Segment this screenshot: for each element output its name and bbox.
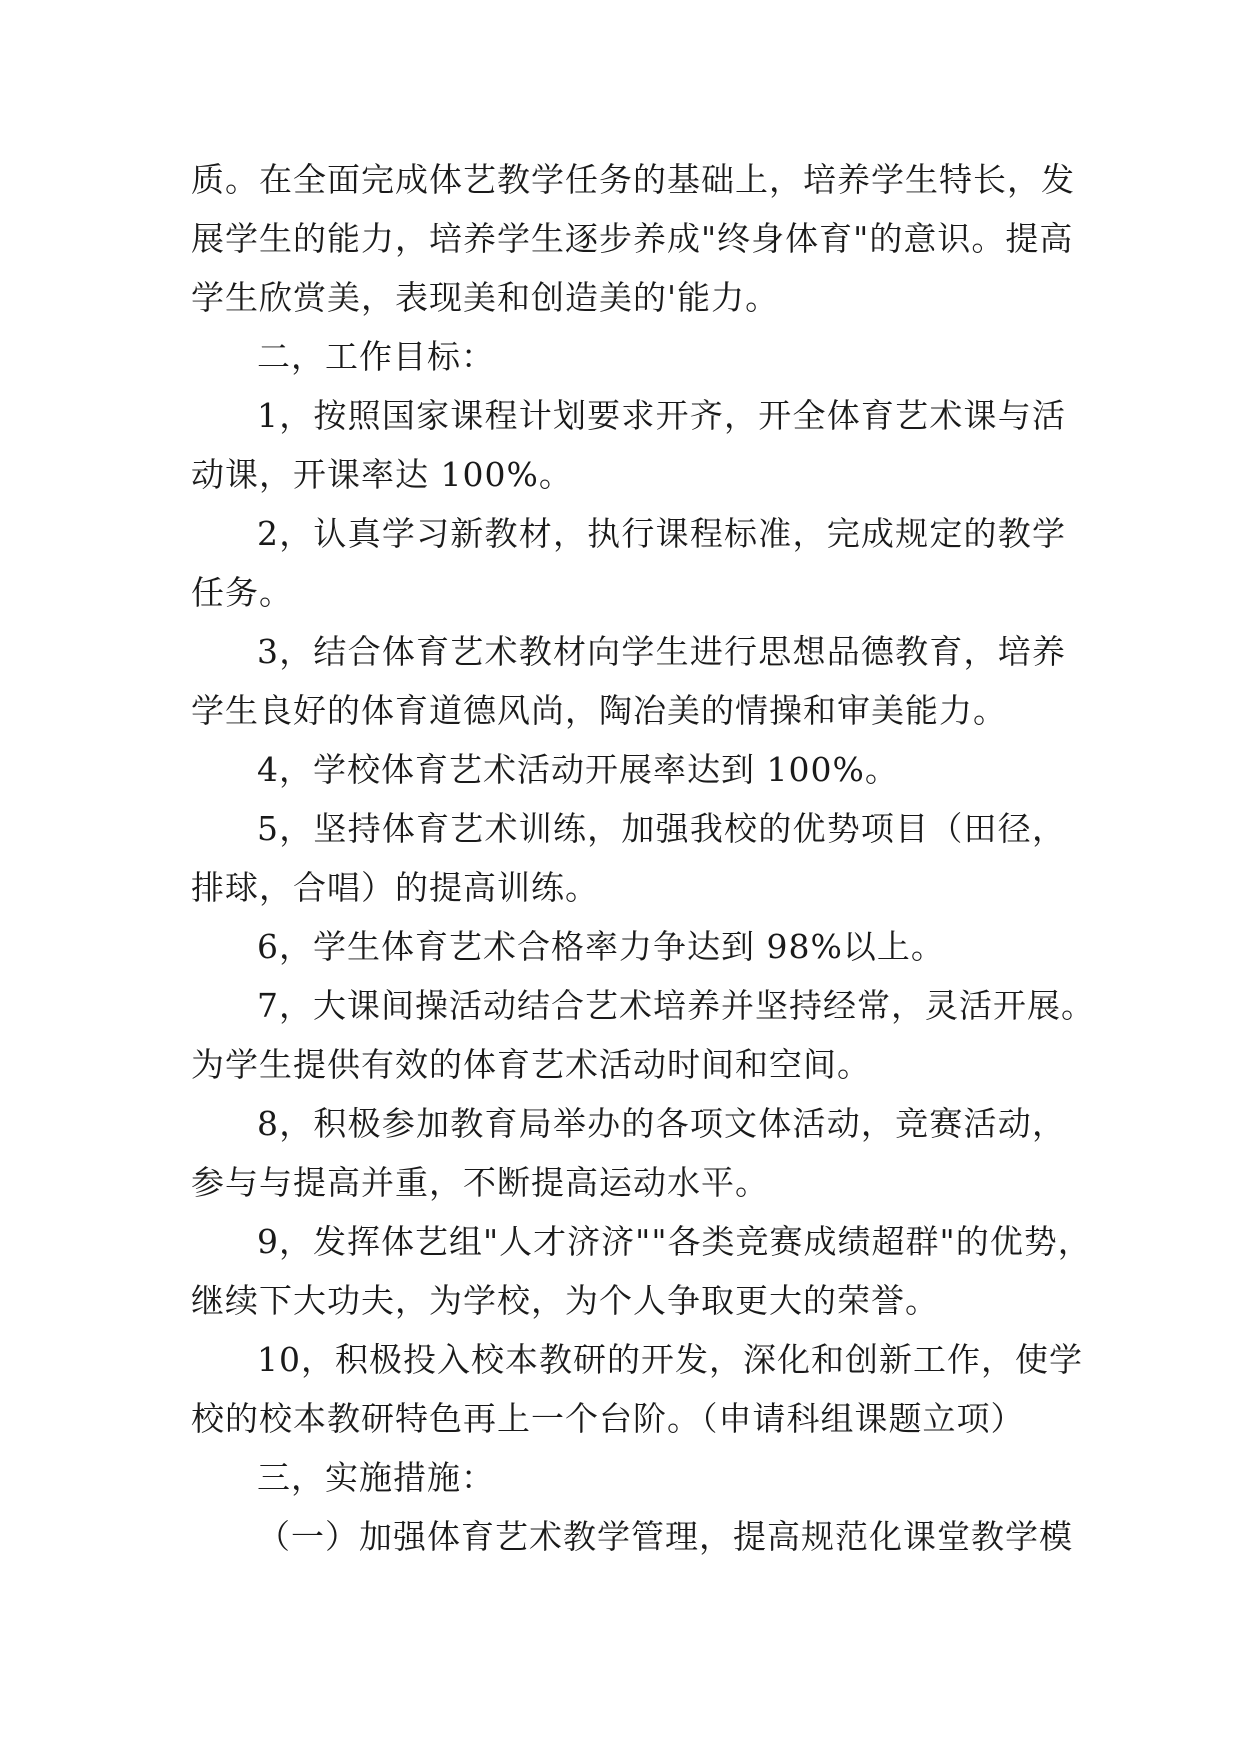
paragraph-line: 质。在全面完成体艺教学任务的基础上，培养学生特长，发 [191,160,1075,199]
goal-item-1-line: 动课，开课率达 100%。 [191,455,573,494]
goal-item-8-line: 参与与提高并重，不断提高运动水平。 [191,1163,769,1202]
goal-item-10-line: 校的校本教研特色再上一个台阶。（申请科组课题立项） [191,1399,1025,1438]
goal-item-3-line: 3，结合体育艺术教材向学生进行思想品德教育，培养 [257,632,1066,671]
goal-item-4-line: 4，学校体育艺术活动开展率达到 100%。 [257,750,899,789]
goal-item-2-line: 任务。 [191,573,293,612]
goal-item-5-line: 排球，合唱）的提高训练。 [191,868,599,907]
goal-item-6-line: 6，学生体育艺术合格率力争达到 98%以上。 [257,927,945,966]
document-body [191,150,1095,1566]
section-heading-measures: 三，实施措施： [257,1458,495,1497]
goal-item-9-line: 9，发挥体艺组"人才济济""各类竞赛成绩超群"的优势， [257,1222,1092,1261]
goal-item-8-line: 8，积极参加教育局举办的各项文体活动，竞赛活动， [257,1104,1066,1143]
goal-item-7-line: 为学生提供有效的体育艺术活动时间和空间。 [191,1045,871,1084]
goal-item-10-line: 10，积极投入校本教研的开发，深化和创新工作，使学 [257,1340,1083,1379]
goal-item-3-line: 学生良好的体育道德风尚，陶冶美的情操和审美能力。 [191,691,1007,730]
goal-item-1-line: 1，按照国家课程计划要求开齐，开全体育艺术课与活 [257,396,1066,435]
goal-item-7-line: 7，大课间操活动结合艺术培养并坚持经常，灵活开展。 [257,986,1095,1025]
goal-item-2-line: 2，认真学习新教材，执行课程标准，完成规定的教学 [257,514,1066,553]
measure-item-1-line: （一）加强体育艺术教学管理，提高规范化课堂教学模 [257,1517,1073,1556]
paragraph-line: 展学生的能力，培养学生逐步养成"终身体育"的意识。提高 [191,219,1074,258]
section-heading-goals: 二，工作目标： [257,337,495,376]
goal-item-9-line: 继续下大功夫，为学校，为个人争取更大的荣誉。 [191,1281,939,1320]
paragraph-line: 学生欣赏美，表现美和创造美的'能力。 [191,278,780,317]
goal-item-5-line: 5，坚持体育艺术训练，加强我校的优势项目（田径， [257,809,1066,848]
